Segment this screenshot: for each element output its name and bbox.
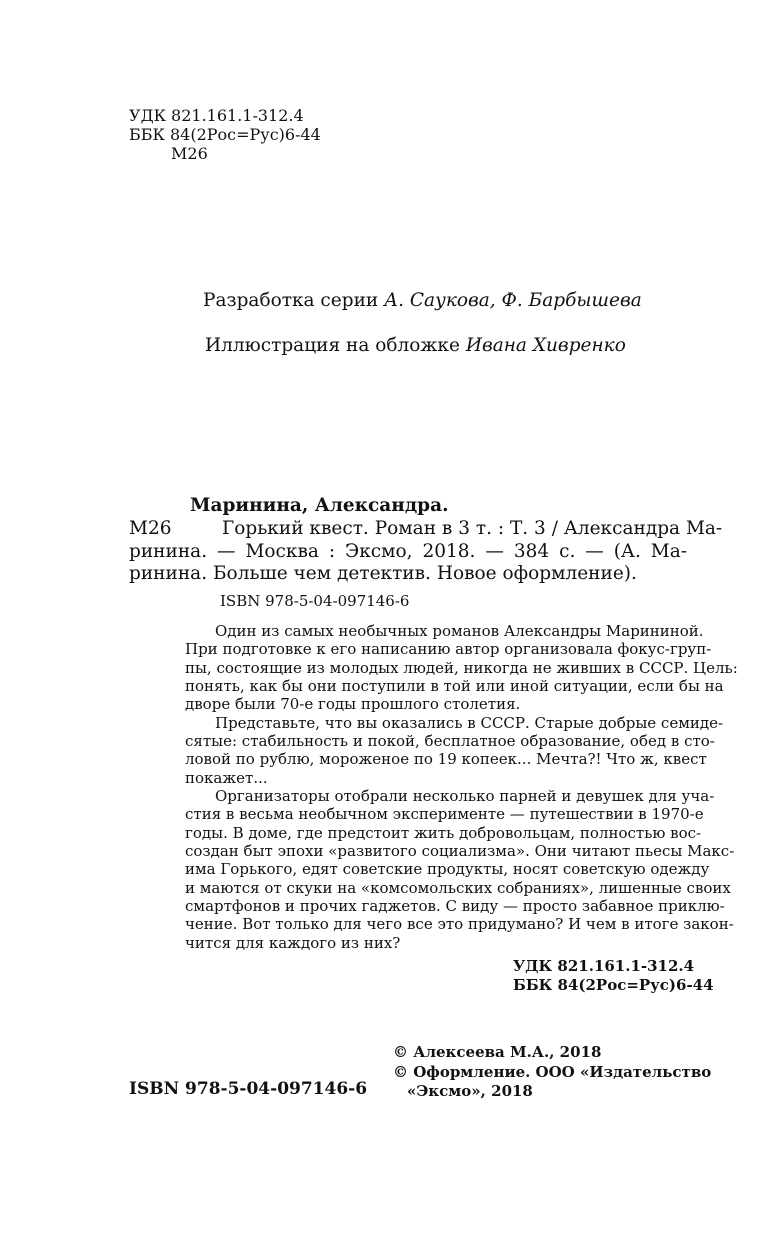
bbk-code: ББК 84(2Рос=Рус)6-44 bbox=[129, 125, 321, 144]
annotation-line: стия в весьма необычном эксперименте — путешествии в 1970-е bbox=[185, 805, 704, 823]
illustration-credit-names: Ивана Хивренко bbox=[465, 335, 626, 356]
annotation-line: пы, состоящие из молодых людей, никогда не живших в СССР. Цель: bbox=[185, 659, 738, 677]
annotation-line: има Горького, едят советские продукты, носят советскую одежду bbox=[185, 860, 710, 878]
copyright-design: © Оформление. ООО «Издательство bbox=[393, 1063, 712, 1081]
annotation-line: создан быт эпохи «развитого социализма». Они читают пьесы Макс- bbox=[185, 842, 735, 860]
bottom-bbk-code: ББК 84(2Рос=Рус)6-44 bbox=[513, 976, 714, 994]
copyright-design-cont: «Эксмо», 2018 bbox=[407, 1082, 533, 1100]
catalog-line: Горький квест. Роман в 3 т. : Т. 3 / Александра Ма- bbox=[222, 518, 723, 539]
annotation-line: дворе были 70-е годы прошлого столетия. bbox=[185, 695, 521, 713]
catalog-line: ринина. Больше чем детектив. Новое оформление). bbox=[129, 563, 637, 584]
udk-code: УДК 821.161.1-312.4 bbox=[129, 106, 304, 125]
series-credit-label: Разработка серии bbox=[203, 290, 385, 311]
annotation-line: Организаторы отобрали несколько парней и девушек для уча- bbox=[215, 787, 715, 805]
author-mark: М26 bbox=[171, 144, 208, 163]
illustration-credit-label: Иллюстрация на обложке bbox=[205, 335, 466, 356]
isbn-main: ISBN 978-5-04-097146-6 bbox=[129, 1079, 368, 1099]
annotation-line: и маются от скуки на «комсомольских собраниях», лишенные своих bbox=[185, 879, 731, 897]
illustration-credit bbox=[205, 335, 626, 357]
catalog-line: ринина. — Москва : Эксмо, 2018. — 384 с. — (А. Ма- bbox=[129, 541, 687, 562]
annotation-line: При подготовке к его написанию автор организовала фокус-груп- bbox=[185, 640, 712, 658]
annotation-line: Представьте, что вы оказались в СССР. Старые добрые семиде- bbox=[215, 714, 724, 732]
catalog-mark: М26 bbox=[129, 518, 172, 539]
bottom-udk-code: УДК 821.161.1-312.4 bbox=[513, 957, 695, 975]
series-credit-names: А. Саукова, Ф. Барбышева bbox=[384, 290, 642, 311]
catalog-author: Маринина, Александра. bbox=[190, 495, 449, 516]
copyright-author: © Алексеева М.А., 2018 bbox=[393, 1043, 602, 1061]
annotation-line: чится для каждого из них? bbox=[185, 934, 401, 952]
annotation-line: сятые: стабильность и покой, бесплатное образование, обед в сто- bbox=[185, 732, 715, 750]
annotation-line: годы. В доме, где предстоит жить добровольцам, полностью вос- bbox=[185, 824, 702, 842]
series-credit bbox=[203, 290, 642, 312]
annotation-line: чение. Вот только для чего все это придумано? И чем в итоге закон- bbox=[185, 915, 734, 933]
annotation-line: ловой по рублю, мороженое по 19 копеек... Мечта?! Что ж, квест bbox=[185, 750, 707, 768]
catalog-isbn: ISBN 978-5-04-097146-6 bbox=[220, 592, 410, 610]
annotation-line: понять, как бы они поступили в той или иной ситуации, если бы на bbox=[185, 677, 724, 695]
annotation-line: Один из самых необычных романов Александры Марининой. bbox=[215, 622, 704, 640]
annotation-line: смартфонов и прочих гаджетов. С виду — просто забавное приклю- bbox=[185, 897, 725, 915]
annotation-line: покажет... bbox=[185, 769, 268, 787]
